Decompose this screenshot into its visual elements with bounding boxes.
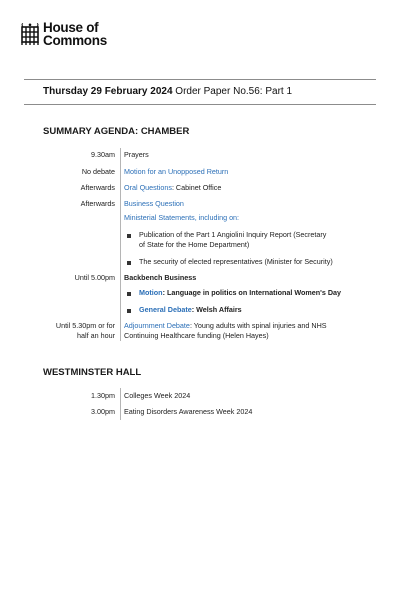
time-backbench: Until 5.00pm — [74, 273, 115, 282]
time-prayers: 9.30am — [91, 150, 115, 159]
hall-eating-disorders-week: Eating Disorders Awareness Week 2024 — [124, 407, 253, 416]
bullet-icon — [127, 292, 131, 296]
general-debate-link[interactable]: General Debate — [139, 305, 192, 314]
adjournment-debate-topic: : Young adults with spinal injuries and NHS — [189, 321, 327, 330]
statement-angiolini-line-2: of State for the Home Department) — [139, 240, 250, 249]
top-rule — [24, 79, 376, 80]
paper-number: Order Paper No.56: Part 1 — [175, 86, 293, 97]
oral-questions-department: : Cabinet Office — [171, 183, 222, 192]
backbench-motion-topic: : Language in politics on International Women's Day — [162, 288, 342, 297]
order-paper-heading — [43, 86, 292, 97]
adjournment-debate-link[interactable]: Adjournment Debate — [124, 321, 190, 330]
bullet-icon — [127, 309, 131, 313]
agenda-backbench-business: Backbench Business — [124, 273, 197, 282]
statement-angiolini-line-1: Publication of the Part 1 Angiolini Inquiry Report (Secretary — [139, 230, 327, 239]
backbench-motion — [139, 288, 341, 298]
house-of-commons-logo — [20, 22, 107, 47]
westminster-hall-title: WESTMINSTER HALL — [43, 367, 142, 378]
oral-questions-link[interactable]: Oral Questions — [124, 183, 172, 192]
time-oral-questions: Afterwards — [80, 183, 115, 192]
backbench-general-debate — [139, 305, 242, 315]
time-adjournment-line-1: Until 5.30pm or for — [55, 321, 115, 330]
agenda-unopposed-return-link[interactable]: Motion for an Unopposed Return — [124, 167, 229, 176]
paper-date: Thursday 29 February 2024 — [43, 86, 173, 97]
ministerial-statements-link[interactable]: Ministerial Statements, including on: — [124, 213, 240, 222]
backbench-motion-link[interactable]: Motion — [139, 288, 163, 297]
portcullis-icon — [20, 23, 40, 47]
hall-divider — [120, 388, 121, 420]
time-business-question: Afterwards — [80, 199, 115, 208]
time-motion: No debate — [81, 167, 115, 176]
logo-line-1: House of — [43, 20, 99, 35]
hall-colleges-week: Colleges Week 2024 — [124, 391, 191, 400]
time-hall-2: 3.00pm — [91, 407, 115, 416]
bullet-icon — [127, 234, 131, 238]
agenda-adjournment-debate — [124, 321, 327, 331]
agenda-oral-questions — [124, 183, 221, 193]
chamber-divider — [120, 148, 121, 341]
time-adjournment-line-2: half an hour — [77, 331, 115, 340]
adjournment-debate-topic-line-2: Continuing Healthcare funding (Helen Hayes) — [124, 331, 269, 340]
business-question-link[interactable]: Business Question — [124, 199, 184, 208]
agenda-prayers: Prayers — [124, 150, 149, 159]
bullet-icon — [127, 261, 131, 265]
statement-security: The security of elected representatives (Minister for Security) — [139, 257, 333, 266]
chamber-section-title: SUMMARY AGENDA: CHAMBER — [43, 126, 190, 137]
bottom-rule — [24, 104, 376, 105]
logo-line-2: Commons — [43, 32, 107, 48]
time-hall-1: 1.30pm — [91, 391, 115, 400]
general-debate-topic: : Welsh Affairs — [191, 305, 242, 314]
